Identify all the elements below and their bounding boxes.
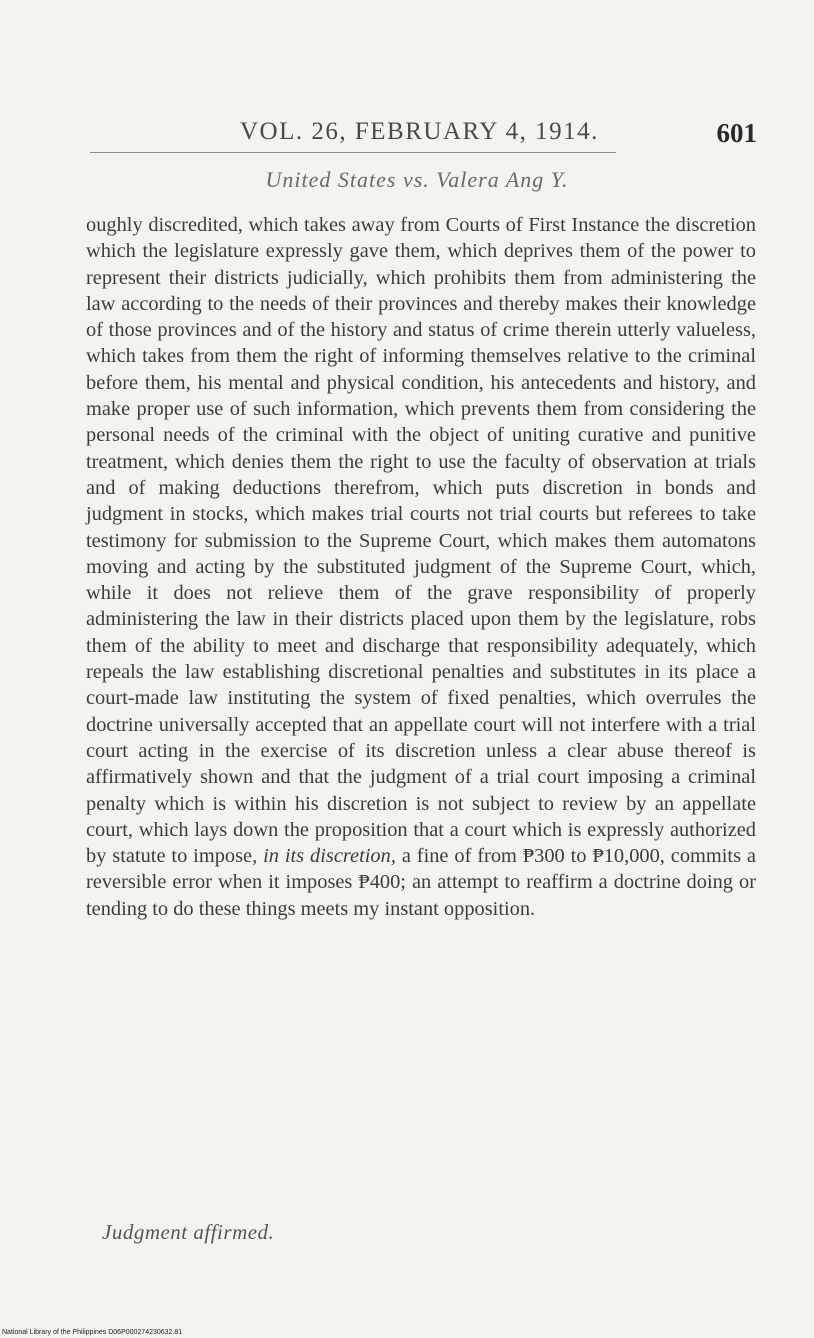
running-head bbox=[90, 118, 757, 154]
body-text-part-1: oughly discredited, which takes away from Courts of First Instance the discretion which the legislature expressly gave them, which deprives them of the power to represent their districts judicially, which prohibits them from administering the law according to the needs of their provinces and thereby makes their knowledge of those provinces and of the history and status of crime therein utterly valueless, which takes from them the right of informing themselves relative to the criminal before them, his mental and physical condition, his antecedents and history, and make proper use of such information, which prevents them from considering the personal needs of the criminal with the object of uniting curative and punitive treatment, which denies them the right to use the faculty of observation at trials and of making deductions therefrom, which puts discretion in bonds and judgment in stocks, which makes trial courts not trial courts but referees to take testimony for submission to the Supreme Court, which makes them automatons moving and acting by the substituted judgment of the Supreme Court, which, while it does not relieve them of the grave responsibility of properly administering the law in their districts placed upon them by the legislature, robs them of the ability to meet and discharge that responsibility adequately, which repeals the law establishing discretional penalties and substitutes in its place a court-made law instituting the system of fixed penalties, which overrules the doctrine universally accepted that an appellate court will not interfere with a trial court acting in the exercise of its discretion unless a clear abuse thereof is affirmatively shown and that the judgment of a trial court imposing a criminal penalty which is within his discretion is not subject to review by an appellate court, which lays down the proposition that a court which is expressly authorized by statute to impose, bbox=[86, 214, 756, 868]
scan-footer: National Library of the Philippines D06P000274230632.81 bbox=[2, 1329, 183, 1336]
case-title: United States vs. Valera Ang Y. bbox=[265, 167, 569, 192]
volume-date-line: VOL. 26, FEBRUARY 4, 1914. bbox=[240, 118, 599, 145]
body-text-part-2: a fine of from ₱300 to ₱10,000, commits a reversible error when it imposes ₱400; an attempt to reaffirm a doctrine doing or tending to do these things meets my instant opposition. bbox=[86, 845, 756, 920]
page-number: 601 bbox=[716, 118, 757, 148]
opinion-body-text bbox=[86, 212, 756, 922]
judgment-line: Judgment affirmed. bbox=[102, 1220, 275, 1244]
header-rule bbox=[90, 152, 616, 153]
body-text-italic-phrase: in its discretion, bbox=[263, 845, 396, 868]
